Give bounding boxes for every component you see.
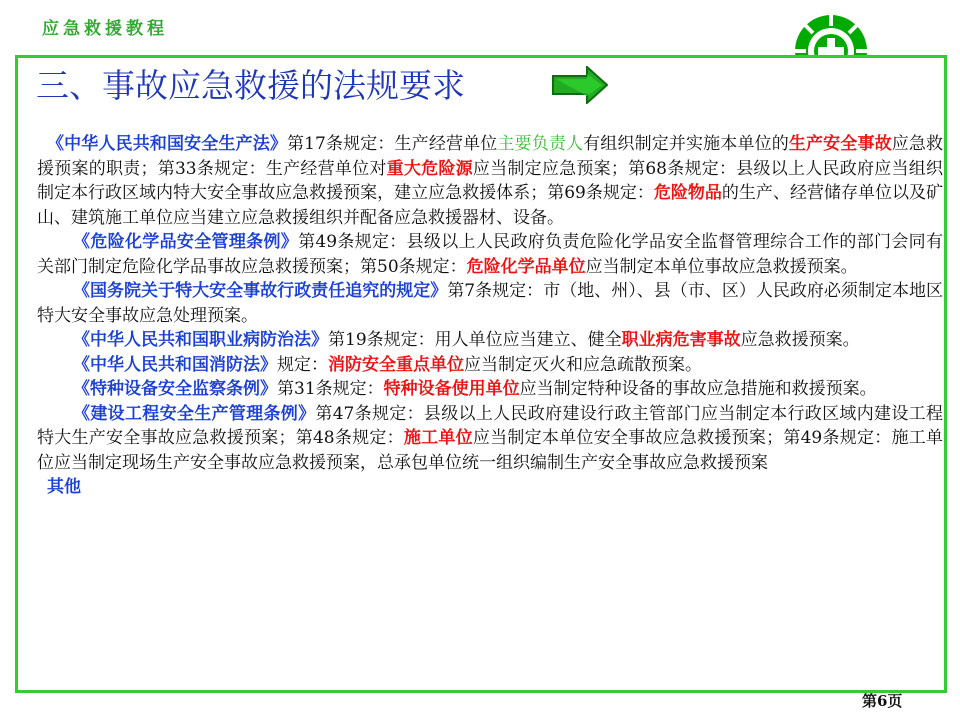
body-text: 第7条规定：市（地、州）、县（市、区）人民政府必须制定本地区特大安全事故应急处理预案。 (37, 281, 943, 326)
regulation-paragraph (37, 328, 943, 353)
body-text: 第17条规定：生产经营单位 (287, 134, 498, 154)
page-number: 第6页 (862, 692, 903, 710)
regulation-paragraphs (37, 132, 943, 475)
highlight-text: 职业病危害事故 (621, 330, 741, 350)
law-title: 《建设工程安全生产管理条例》 (73, 403, 316, 424)
course-title: 应急救援教程 (42, 19, 168, 39)
regulation-paragraph (37, 279, 943, 328)
highlight-text: 特种设备使用单位 (383, 379, 520, 399)
regulation-paragraph (37, 132, 943, 230)
law-title: 《特种设备安全监察条例》 (73, 379, 277, 399)
highlight-text: 施工单位 (403, 428, 473, 448)
highlight-text: 危险化学品单位 (466, 256, 586, 277)
body-text: 应当制定本单位事故应急救援预案。 (585, 256, 858, 277)
body-text: 的生产、经营储存单位以及矿山、建筑施工单位应当建立应急救援组织并配备应急救援器材、设备。 (37, 183, 944, 228)
regulation-paragraph (37, 377, 943, 402)
regulation-paragraph (37, 230, 943, 279)
highlight-text: 消防安全重点单位 (328, 354, 464, 375)
other-label: 其他 (47, 477, 81, 497)
body-text: 第47条规定：县级以上人民政府建设行政主管部门应当制定本行政区域内建设工程特大生产安全事故应急救援预案；第48条规定： (37, 403, 943, 448)
body-text: 应当制定灭火和应急疏散预案。 (464, 354, 702, 375)
body-text: 第31条规定： (277, 379, 384, 399)
body-text: 第19条规定：用人单位应当建立、健全 (328, 330, 622, 350)
body-text: 第49条规定：县级以上人民政府负责危险化学品安全监督管理综合工作的部门会同有关部门制定危险化学品事故应急救援预案；第50条规定： (37, 232, 943, 277)
body-text: 应当制定本单位安全事故应急救援预案；第49条规定：施工单位应当制定现场生产安全事故应急救援预案，总承包单位统一组织编制生产安全事故应急救援预案 (37, 428, 943, 473)
body-text: 应当制定特种设备的事故应急措施和救援预案。 (519, 379, 877, 399)
law-title: 《中华人民共和国消防法》 (73, 354, 277, 375)
regulation-paragraph (37, 353, 943, 378)
highlight-text: 生产安全事故 (788, 134, 892, 154)
body-text: 规定： (277, 354, 328, 375)
body-text: 有组织制定并实施本单位的 (583, 134, 789, 154)
green-right-arrow-icon (552, 66, 608, 104)
law-title: 《中华人民共和国安全生产法》 (47, 134, 288, 154)
law-title: 《国务院关于特大安全事故行政责任追究的规定》 (73, 281, 448, 301)
regulation-paragraph (37, 402, 943, 476)
highlight-text: 重大危险源 (386, 158, 473, 179)
highlight-text: 危险物品 (653, 183, 722, 203)
body-text: 应急救援预案。 (740, 330, 860, 350)
body-text: 应当制定应急预案；第68条规定：县级以上人民政府应当组织制定本行政区域内特大安全事故应急救援预案，建立应急救援体系；第69条规定： (37, 158, 943, 203)
regulation-content (37, 132, 943, 500)
law-title: 《中华人民共和国职业病防治法》 (73, 330, 328, 350)
highlight-text: 主要负责人 (497, 134, 584, 154)
slide-title: 三、事故应急救援的法规要求 (36, 66, 465, 105)
law-title: 《危险化学品安全管理条例》 (73, 232, 299, 252)
body-text: 应急救援预案的职责；第33条规定：生产经营单位对 (37, 134, 944, 179)
